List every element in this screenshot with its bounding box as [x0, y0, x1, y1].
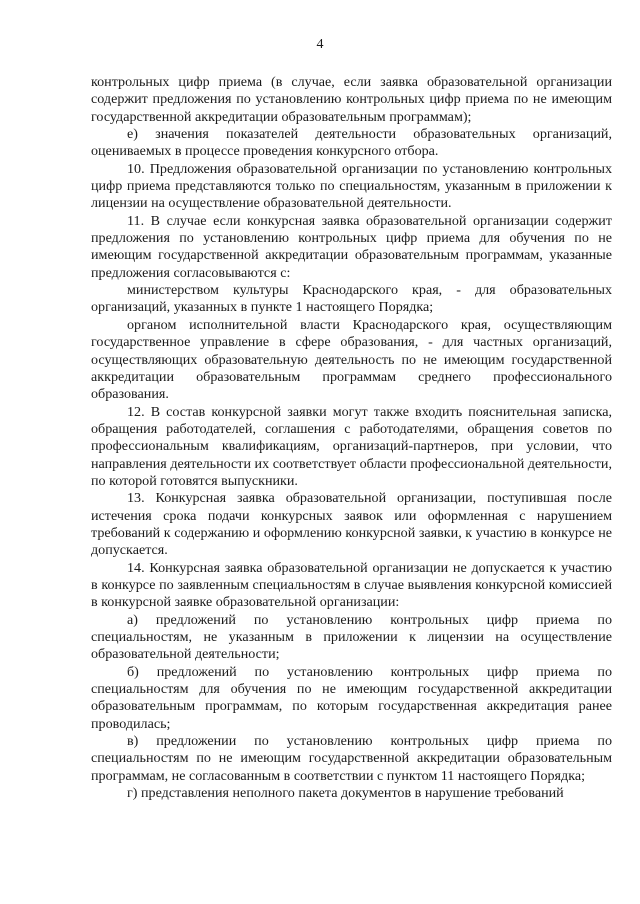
paragraph-item-e: е) значения показателей деятельности образовательных организаций, оцениваемых в процессе проведения конкурсного отбора.: [91, 126, 612, 160]
paragraph-14-item-g: г) представления неполного пакета документов в нарушение требований: [127, 785, 564, 802]
paragraph-11-authority: органом исполнительной власти Краснодарского края, осуществляющим государственное управление в сфере образования, - для частных организаций, осуществляющих образовательную деятельность по не имеющим государственной аккредитации образовательным программам среднего профессионального образования.: [91, 316, 612, 403]
paragraph-10: 10. Предложения образовательной организации по установлению контрольных цифр приема представляются только по специальностям, указанным в приложении к лицензии на осуществление образовательной деятельности.: [91, 160, 612, 212]
page-number: 4: [316, 37, 324, 52]
paragraph-11-ministry: министерством культуры Краснодарского края, - для образовательных организаций, указанных в пункте 1 настоящего Порядка;: [91, 282, 612, 316]
paragraph-11: 11. В случае если конкурсная заявка образовательной организации содержит предложения по установлению контрольных цифр приема для обучения по не имеющим государственной аккредитации образовательным программам, указанные предложения согласовываются с:: [91, 212, 612, 281]
paragraph-14-item-a: а) предложений по установлению контрольных цифр приема по специальностям, не указанным в приложении к лицензии на осуществление образовательной деятельности;: [91, 611, 612, 663]
paragraph-continuation: контрольных цифр приема (в случае, если заявка образовательной организации содержит предложения по установлению контрольных цифр приема по не имеющим государственной аккредитации образовательным программам);: [91, 74, 612, 125]
paragraph-13: 13. Конкурсная заявка образовательной организации, поступившая после истечения срока подачи конкурсных заявок или оформленная с нарушением требований к содержанию и оформлению конкурсной заявки, к участию в конкурсе не допускается.: [91, 490, 612, 559]
paragraph-12: 12. В состав конкурсной заявки могут также входить пояснительная записка, обращения работодателей, соглашения с работодателями, обращения советов по профессиональным квалификациям, организаций-партнеров, при условии, что направления деятельности их соответствует области профессиональной деятельности, по которой готовятся выпускники.: [91, 403, 612, 489]
paragraph-14: 14. Конкурсная заявка образовательной организации не допускается к участию в конкурсе по заявленным специальностям в случае выявления конкурсной комиссией в конкурсной заявке образовательной организации:: [91, 559, 612, 611]
paragraph-14-item-b: б) предложений по установлению контрольных цифр приема по специальностям для обучения по не имеющим государственной аккредитации образовательным программам, по которым государственная аккредитация ранее проводилась;: [91, 663, 612, 732]
document-body: [91, 74, 612, 802]
paragraph-14-item-v: в) предложении по установлению контрольных цифр приема по специальностям по не имеющим государственной аккредитации образовательным программам, не согласованным в соответствии с пунктом 11 настоящего Порядка;: [91, 733, 612, 784]
